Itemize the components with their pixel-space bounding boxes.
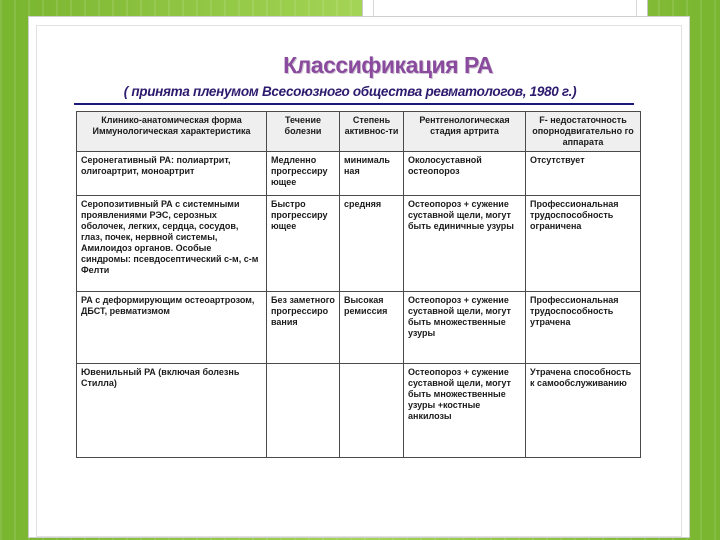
table-row [77, 364, 641, 458]
cell-activity [340, 364, 404, 458]
cell-form: Серопозитивный РА с системными проявлениями РЭС, серозных оболочек, легких, сердца, сосудов, глаз, почек, нервной системы, Амилоидоз органов. Особые синдромы: псевдосептический с-м, с-м Фелти [77, 196, 267, 292]
slide-title: Классификация РА [283, 52, 493, 78]
cell-xray: Остеопороз + сужение суставной щели, могут быть множественные узуры [404, 292, 526, 364]
cell-form: Серонегативный РА: полиартрит, олигоартрит, моноартрит [77, 152, 267, 196]
cell-xray: Остеопороз + сужение суставной щели, могут быть множественные узуры +костные анкилозы [404, 364, 526, 458]
cell-activity: средняя [340, 196, 404, 292]
table-row [77, 292, 641, 364]
title-underline [74, 103, 634, 105]
cell-xray: Околосуставной остеопороз [404, 152, 526, 196]
table-row [77, 152, 641, 196]
cell-activity: Высокая ремиссия [340, 292, 404, 364]
cell-form: Ювенильный РА (включая болезнь Стилла) [77, 364, 267, 458]
header-xray-stage: Рентгенологическая стадия артрита [404, 112, 526, 152]
cell-func: Отсутствует [526, 152, 641, 196]
header-clinical-form: Клинико-анатомическая форма Иммунологическая характеристика [77, 112, 267, 152]
cell-course: Быстро прогрессиру ющее [267, 196, 340, 292]
header-activity: Степень активнос-ти [340, 112, 404, 152]
classification-table [76, 111, 641, 458]
cell-activity: минималь ная [340, 152, 404, 196]
header-course: Течение болезни [267, 112, 340, 152]
cell-func: Утрачена способность к самообслуживанию [526, 364, 641, 458]
header-functional-insufficiency: F- недостаточность опорнодвигательно го аппарата [526, 112, 641, 152]
cell-func: Профессиональная трудоспособность ограничена [526, 196, 641, 292]
cell-course: Без заметного прогрессиро вания [267, 292, 340, 364]
cell-course: Медленно прогрессиру ющее [267, 152, 340, 196]
cell-xray: Остеопороз + сужение суставной щели, могут быть единичные узуры [404, 196, 526, 292]
cell-form: РА с деформирующим остеоартрозом, ДБСТ, ревматизмом [77, 292, 267, 364]
table-row [77, 196, 641, 292]
slide-subtitle: ( принята пленумом Всесоюзного общества ревматологов, 1980 г.) [123, 84, 577, 99]
table-header-row [77, 112, 641, 152]
cell-course [267, 364, 340, 458]
cell-func: Профессиональная трудоспособность утрачена [526, 292, 641, 364]
